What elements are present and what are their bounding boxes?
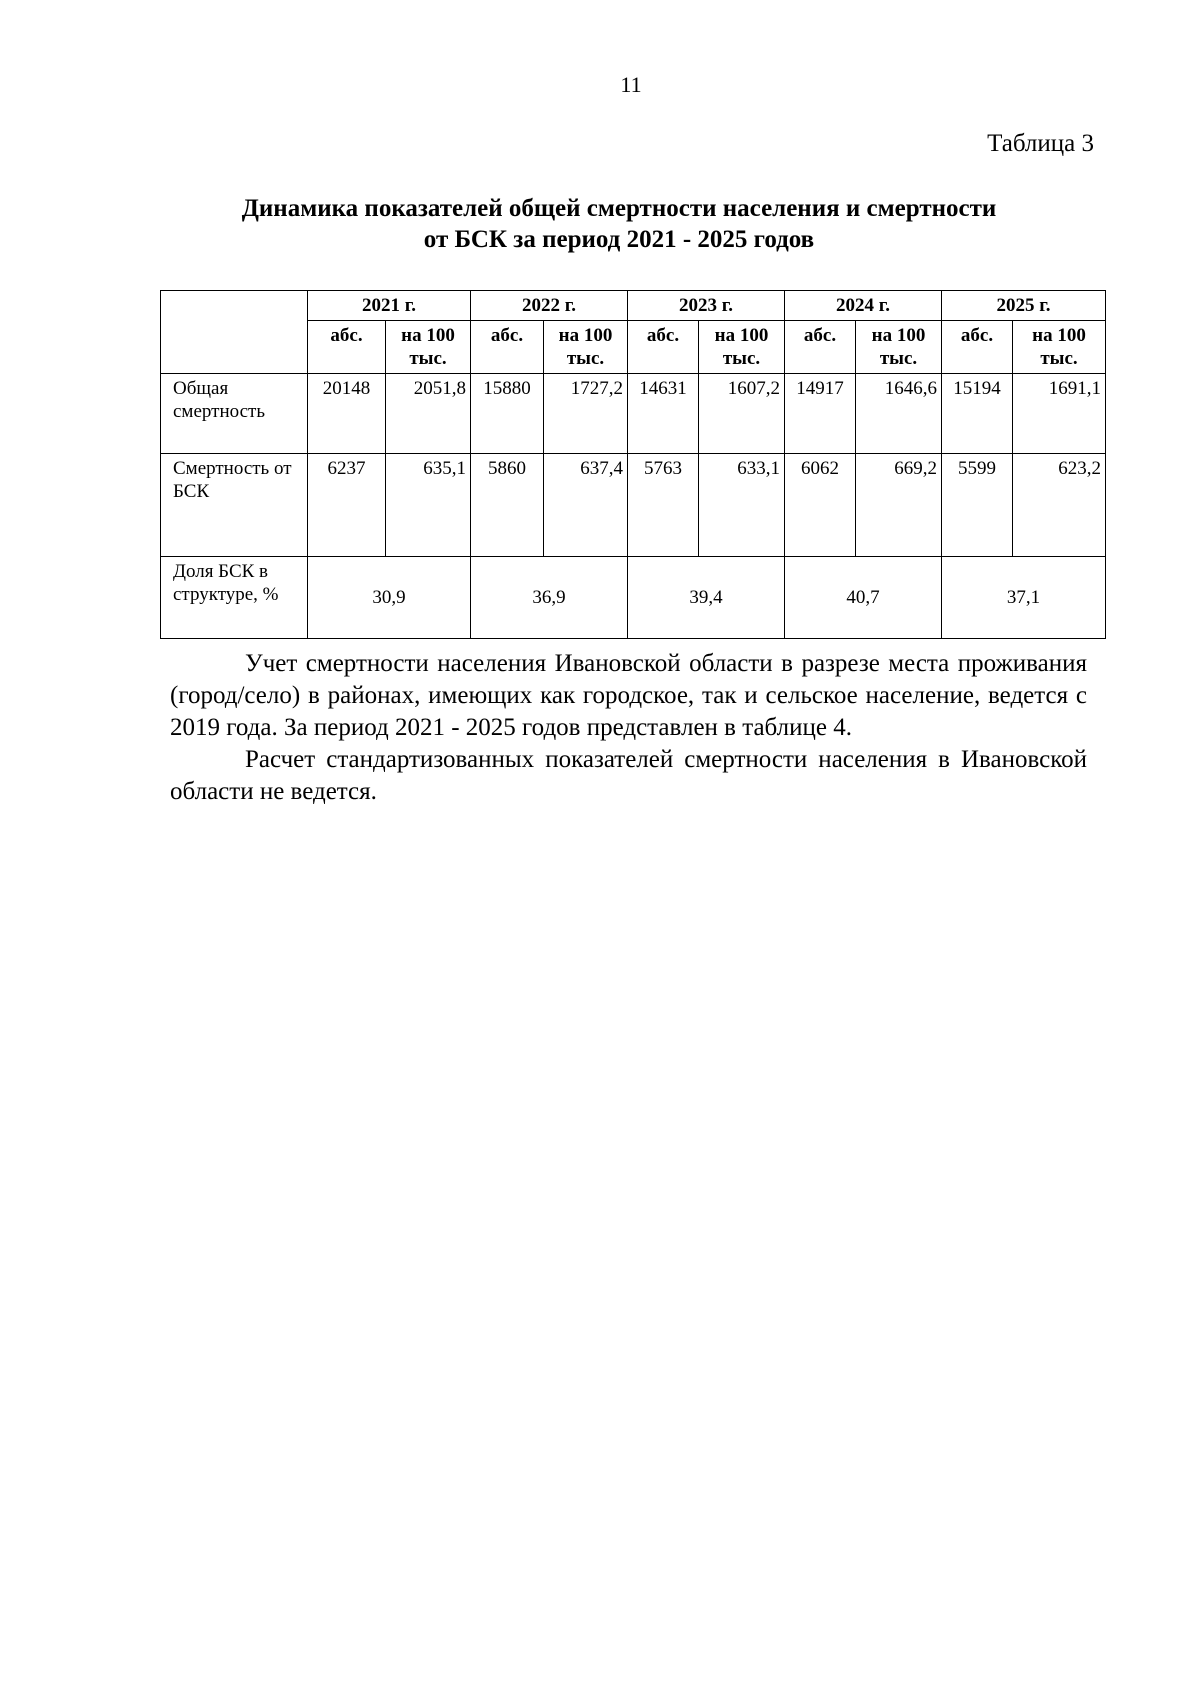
- per100k-cell: 637,4: [544, 454, 628, 557]
- per100k-header: на 100 тыс.: [856, 321, 942, 374]
- abs-cell: 14917: [785, 374, 856, 454]
- abs-cell: 5860: [471, 454, 544, 557]
- year-header: 2022 г.: [471, 291, 628, 321]
- year-header: 2025 г.: [942, 291, 1106, 321]
- abs-cell: 20148: [308, 374, 386, 454]
- year-header: 2024 г.: [785, 291, 942, 321]
- row-label: Доля БСК в структуре, %: [161, 557, 308, 639]
- abs-cell: 14631: [628, 374, 699, 454]
- table-title: [160, 193, 1078, 255]
- table-corner-cell: [161, 291, 308, 374]
- share-cell: 30,9: [308, 557, 471, 639]
- abs-cell: 15194: [942, 374, 1013, 454]
- per100k-cell: 669,2: [856, 454, 942, 557]
- row-label: Смертность от БСК: [161, 454, 308, 557]
- body-text: [170, 648, 1087, 808]
- per100k-header: на 100 тыс.: [386, 321, 471, 374]
- share-cell: 36,9: [471, 557, 628, 639]
- per100k-header: на 100 тыс.: [1013, 321, 1106, 374]
- abs-header: абс.: [471, 321, 544, 374]
- abs-cell: 6237: [308, 454, 386, 557]
- mortality-table: [160, 290, 1106, 639]
- abs-cell: 5763: [628, 454, 699, 557]
- share-cell: 39,4: [628, 557, 785, 639]
- year-header: 2023 г.: [628, 291, 785, 321]
- share-cell: 40,7: [785, 557, 942, 639]
- table-header-years: [161, 291, 1106, 321]
- paragraph: Расчет стандартизованных показателей смертности населения в Ивановской области не ведется.: [170, 746, 1087, 805]
- per100k-cell: 2051,8: [386, 374, 471, 454]
- table-row: [161, 374, 1106, 454]
- share-cell: 37,1: [942, 557, 1106, 639]
- per100k-cell: 1646,6: [856, 374, 942, 454]
- per100k-cell: 1727,2: [544, 374, 628, 454]
- page-number: 11: [620, 72, 642, 97]
- abs-header: абс.: [308, 321, 386, 374]
- per100k-header: на 100 тыс.: [699, 321, 785, 374]
- abs-header: абс.: [785, 321, 856, 374]
- abs-header: абс.: [628, 321, 699, 374]
- per100k-cell: 1691,1: [1013, 374, 1106, 454]
- table-caption: Таблица 3: [987, 130, 1094, 157]
- table-row: [161, 454, 1106, 557]
- per100k-cell: 1607,2: [699, 374, 785, 454]
- abs-cell: 6062: [785, 454, 856, 557]
- row-label: Общая смертность: [161, 374, 308, 454]
- abs-header: абс.: [942, 321, 1013, 374]
- per100k-header: на 100 тыс.: [544, 321, 628, 374]
- per100k-cell: 623,2: [1013, 454, 1106, 557]
- per100k-cell: 633,1: [699, 454, 785, 557]
- abs-cell: 5599: [942, 454, 1013, 557]
- table-title-line-1: Динамика показателей общей смертности населения и смертности: [241, 195, 997, 222]
- table-row: [161, 557, 1106, 639]
- table-title-line-2: от БСК за период 2021 - 2025 годов: [423, 226, 815, 253]
- year-header: 2021 г.: [308, 291, 471, 321]
- per100k-cell: 635,1: [386, 454, 471, 557]
- paragraph: Учет смертности населения Ивановской области в разрезе места проживания (город/село) в районах, имеющих как городское, так и сельское население, ведется с 2019 года. За период 2021 - 2025 годов представлен в таблице 4.: [170, 650, 1087, 741]
- abs-cell: 15880: [471, 374, 544, 454]
